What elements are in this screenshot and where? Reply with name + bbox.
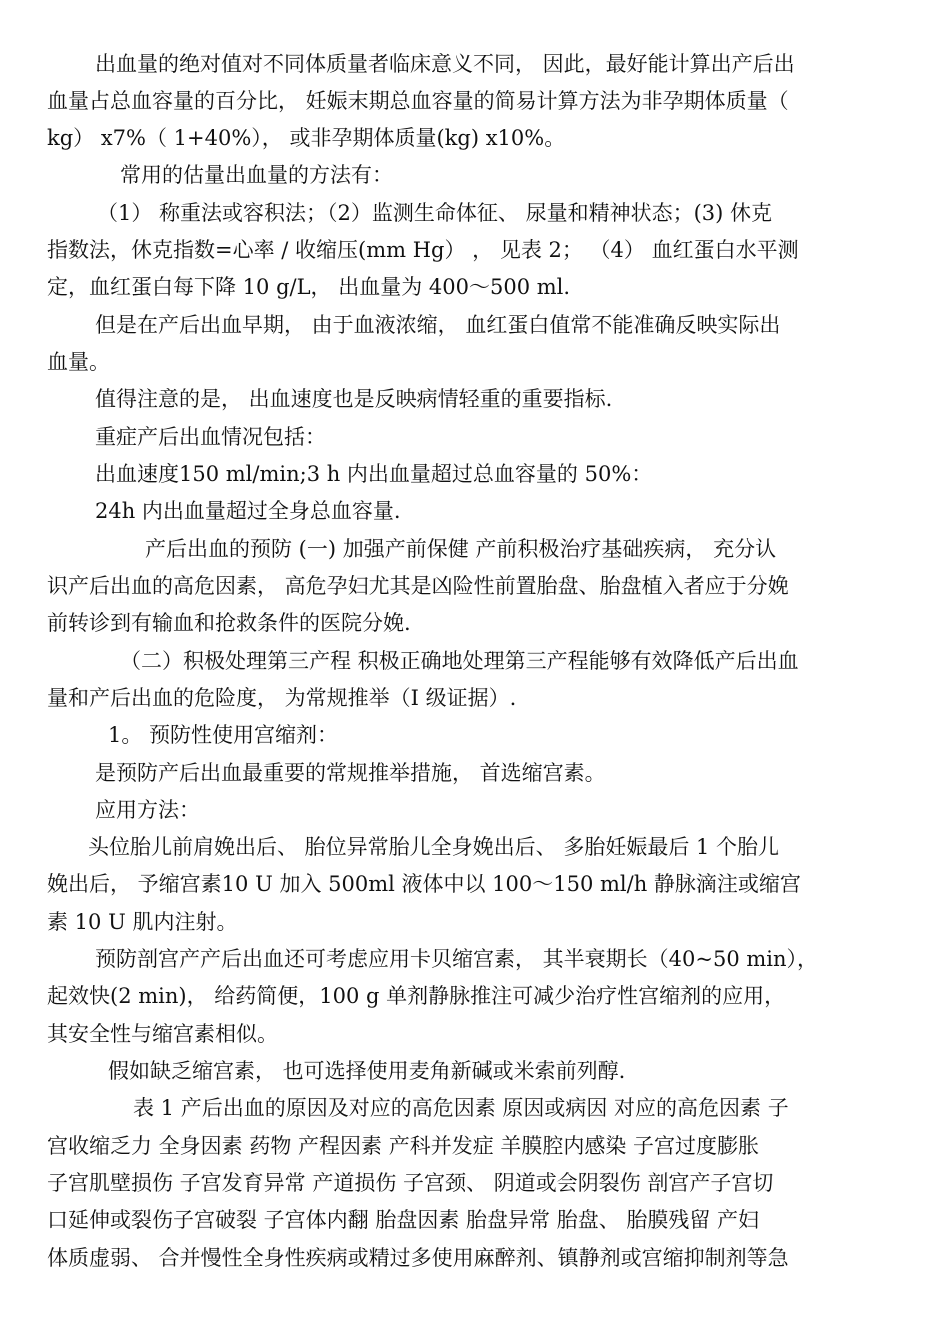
paragraph-line: 产后出血的预防 (一) 加强产前保健 产前积极治疗基础疾病， 充分认 [145, 537, 777, 561]
paragraph-line: （二）积极处理第三产程 积极正确地处理第三产程能够有效降低产后出血 [120, 649, 799, 673]
paragraph-line: 但是在产后出血早期， 由于血液浓缩， 血红蛋白值常不能准确反映实际出 [95, 313, 781, 337]
paragraph-line: 假如缺乏缩宫素， 也可选择使用麦角新碱或米索前列醇. [108, 1059, 626, 1083]
paragraph-line: 指数法，休克指数=心率 / 收缩压(mm Hg） ， 见表 2； （4） 血红蛋白水平测 [47, 238, 799, 262]
paragraph-line: 24h 内出血量超过全身总血容量. [95, 499, 401, 523]
paragraph-line: 预防剖宫产产后出血还可考虑应用卡贝缩宫素， 其半衰期长（40~50 min）， [95, 947, 819, 971]
paragraph-line: 口延伸或裂伤子宫破裂 子宫体内翻 胎盘因素 胎盘异常 胎盘、 胎膜残留 产妇 [47, 1208, 760, 1232]
paragraph-line: 起效快(2 min)， 给药简便，100 g 单剂静脉推注可减少治疗性宫缩剂的应用， [47, 984, 786, 1008]
paragraph-line: 值得注意的是， 出血速度也是反映病情轻重的重要指标. [95, 387, 613, 411]
paragraph-line: 子宫肌壁损伤 子宫发育异常 产道损伤 子宫颈、 阴道或会阴裂伤 剖宫产子宫切 [47, 1171, 774, 1195]
paragraph-line: （1） 称重法或容积法；（2）监测生命体征、 尿量和精神状态；(3) 休克 [97, 201, 772, 225]
paragraph-line: 出血速度150 ml/min;3 h 内出血量超过总血容量的 50%： [95, 462, 653, 486]
paragraph-line: kg） x7%（ 1+40%）， 或非孕期体质量(kg) x10%。 [47, 126, 566, 150]
paragraph-line: 血量。 [47, 350, 110, 374]
paragraph-line: 1。 预防性使用宫缩剂： [108, 723, 339, 747]
paragraph-line: 出血量的绝对值对不同体质量者临床意义不同， 因此，最好能计算出产后出 [95, 52, 795, 76]
paragraph-line: 是预防产后出血最重要的常规推举措施， 首选缩宫素。 [95, 761, 606, 785]
paragraph-line: 前转诊到有输血和抢救条件的医院分娩. [47, 611, 411, 635]
paragraph-line: 其安全性与缩宫素相似。 [47, 1022, 278, 1046]
paragraph-line: 头位胎儿前肩娩出后、 胎位异常胎儿全身娩出后、 多胎妊娠最后 1 个胎儿 [88, 835, 780, 859]
paragraph-line: 娩出后， 予缩宫素10 U 加入 500ml 液体中以 100～150 ml/h 静脉滴注或缩宫 [47, 872, 801, 896]
paragraph-line: 识产后出血的高危因素， 高危孕妇尤其是凶险性前置胎盘、胎盘植入者应于分娩 [47, 574, 789, 598]
paragraph-line: 重症产后出血情况包括： [95, 425, 326, 449]
paragraph-line: 常用的估量出血量的方法有： [120, 163, 393, 187]
paragraph-line: 定，血红蛋白每下降 10 g/L， 出血量为 400～500 ml. [47, 275, 571, 299]
paragraph-line: 宫收缩乏力 全身因素 药物 产程因素 产科并发症 羊膜腔内感染 子宫过度膨胀 [47, 1134, 760, 1158]
paragraph-line: 素 10 U 肌内注射。 [47, 910, 238, 934]
paragraph-line: 应用方法： [95, 798, 200, 822]
paragraph-line: 体质虚弱、 合并慢性全身性疾病或精过多使用麻醉剂、镇静剂或宫缩抑制剂等急 [47, 1246, 789, 1270]
paragraph-line: 血量占总血容量的百分比， 妊娠末期总血容量的简易计算方法为非孕期体质量（ [47, 89, 789, 113]
paragraph-line: 量和产后出血的危险度， 为常规推举（I 级证据）. [47, 686, 517, 710]
paragraph-line: 表 1 产后出血的原因及对应的高危因素 原因或病因 对应的高危因素 子 [133, 1096, 789, 1120]
